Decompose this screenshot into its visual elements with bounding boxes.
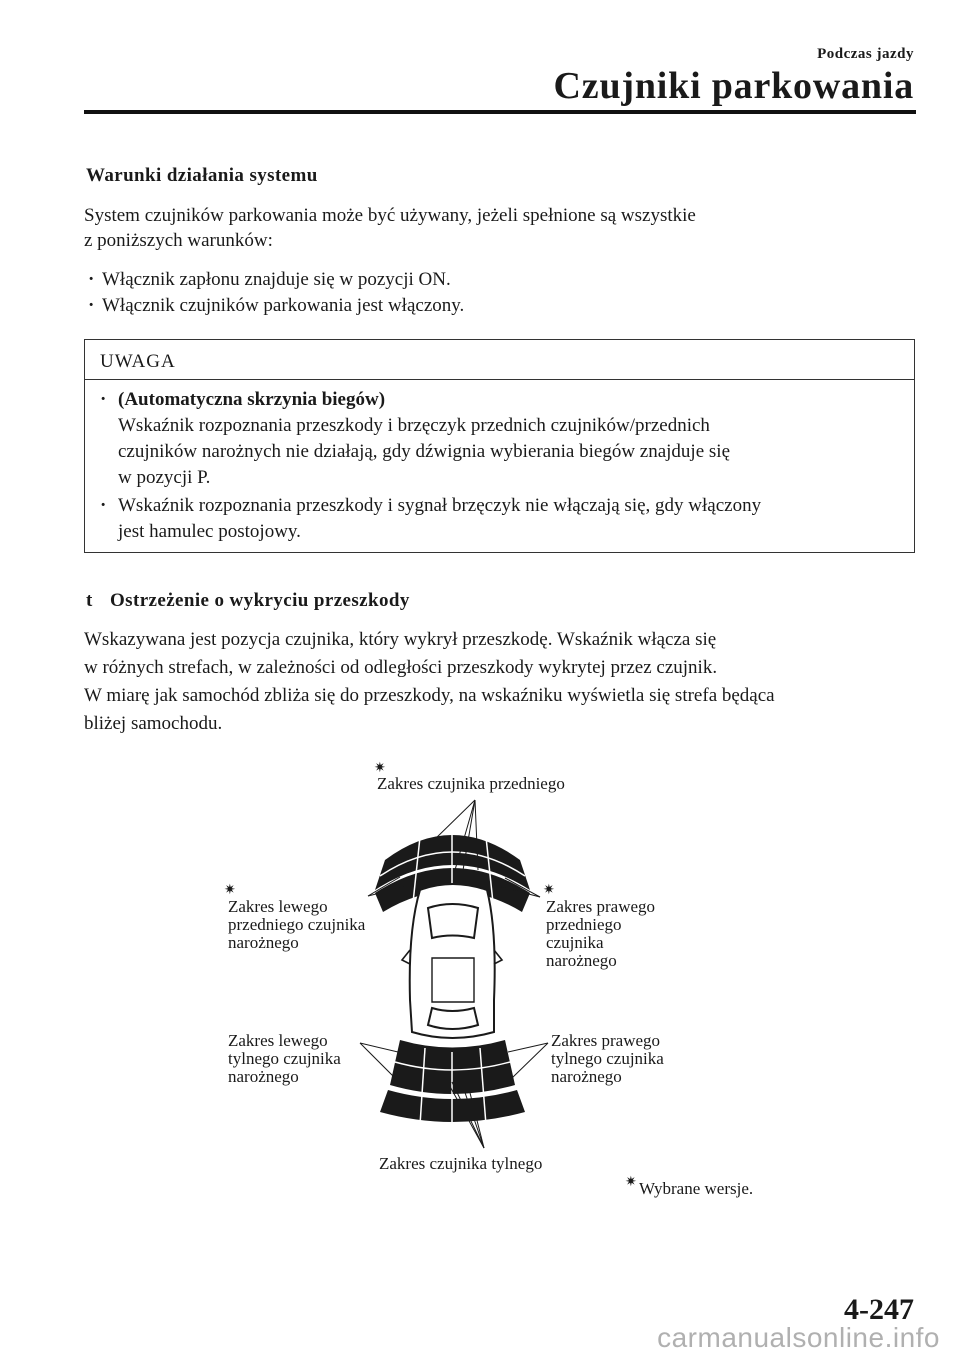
- page-title: Czujniki parkowania: [553, 65, 914, 107]
- page-number: 4-247: [844, 1293, 914, 1326]
- star-icon: ✷: [625, 1175, 637, 1190]
- warning-line-3: W miarę jak samochód zbliża się do przeszkody, na wskaźniku wyświetla się strefa będąca: [84, 685, 775, 706]
- section-label: Podczas jazdy: [817, 46, 914, 62]
- conditions-intro-line-2: z poniższych warunków:: [84, 230, 273, 251]
- front-sensor-label: Zakres czujnika przedniego: [377, 774, 565, 793]
- condition-text: Włącznik zapłonu znajduje się w pozycji ON.: [102, 269, 451, 290]
- note-line: Wskaźnik rozpoznania przeszkody i sygnał brzęczyk nie włączają się, gdy włączony: [118, 495, 762, 516]
- bullet-dot-icon: ·: [100, 389, 107, 410]
- note-line: w pozycji P.: [118, 467, 211, 488]
- bullet-dot-icon: ·: [100, 495, 107, 516]
- condition-text: Włącznik czujników parkowania jest włączony.: [102, 295, 465, 316]
- conditions-title: Warunki działania systemu: [86, 165, 318, 186]
- note-line: jest hamulec postojowy.: [118, 521, 301, 542]
- rear-sensor-label: Zakres czujnika tylnego: [379, 1154, 543, 1173]
- note-line: Wskaźnik rozpoznania przeszkody i brzęczyk przednich czujników/przednich: [118, 415, 710, 436]
- car-outline: [402, 884, 502, 1038]
- rear-left-corner-label: Zakres lewego tylnego czujnika narożnego: [228, 1031, 341, 1086]
- star-icon: ✷: [224, 883, 236, 898]
- star-icon: ✷: [374, 761, 386, 776]
- rear-right-corner-label: Zakres prawego tylnego czujnika narożnego: [551, 1031, 664, 1086]
- star-icon: ✷: [543, 883, 555, 898]
- note-item-1-title: (Automatyczna skrzynia biegów): [118, 389, 386, 410]
- note-heading: UWAGA: [100, 351, 176, 372]
- warning-title: Ostrzeżenie o wykryciu przeszkody: [110, 590, 410, 611]
- warning-line-1: Wskazywana jest pozycja czujnika, który wykrył przeszkodę. Wskaźnik włącza się: [84, 629, 717, 650]
- note-line: czujników narożnych nie działają, gdy dźwignia wybierania biegów znajduje się: [118, 441, 730, 462]
- warning-line-2: w różnych strefach, w zależności od odległości przeszkody wykrytej przez czujnik.: [84, 657, 718, 678]
- bullet-dot-icon: ·: [88, 269, 95, 290]
- section-marker: t: [86, 590, 93, 611]
- bullet-dot-icon: ·: [88, 295, 95, 316]
- front-left-corner-label: Zakres lewego przedniego czujnika narożnego: [228, 897, 366, 952]
- conditions-intro-line-1: System czujników parkowania może być używany, jeżeli spełnione są wszystkie: [84, 205, 696, 226]
- warning-line-4: bliżej samochodu.: [84, 713, 223, 734]
- footnote: Wybrane wersje.: [639, 1179, 754, 1198]
- watermark: carmanualsonline.info: [657, 1322, 940, 1353]
- front-right-corner-label: Zakres prawego przedniego czujnika narożnego: [546, 897, 656, 970]
